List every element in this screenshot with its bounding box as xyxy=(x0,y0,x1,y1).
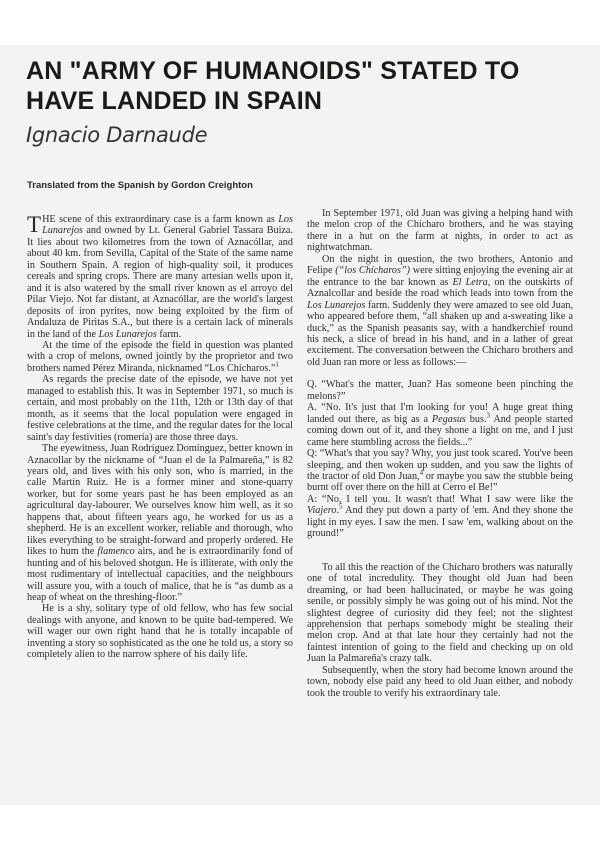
article-title: AN "ARMY OF HUMANOIDS" STATED TO HAVE LANDED IN SPAIN xyxy=(26,57,520,115)
paragraph: On the night in question, the two brothers, Antonio and Felipe (“los Chícharos”) were sitting enjoying the evening air at the entrance to the bar known as El Letra, on the outskirts of Aznalcollar and beside the road which leads into town from the Los Lunarejos farm. Suddenly they were amazed to see old Juan, who appeared before them, “all shaken up and a-sweating like a duck,” as the Spanish peasants say, with a handkerchief round his neck, a slice of bread in his hand, and in a lather of great excitement. The conversation between the Chícharo brothers and old Juan ran more or less as follows:— xyxy=(307,253,574,368)
paragraph: The eyewitness, Juan Rodríguez Domínguez, better known in Aznacollar by the nickname of “Juan el de la Palmareña,” is 82 years old, and lives with his only son, who is married, in the calle Martín Ruiz. He is a former miner and stone-quarry worker, but for some years past he has been employed as an agricultural day-labourer. We ourselves know him well, as it so happens that, about fifteen years ago, he worked for us as a shepherd. He is an excellent worker, reliable and thorough, who likes everything to be straight-forward and properly ordered. He likes to hum the flamenco airs, and he is extraordinarily fond of hunting and of his beloved shotgun. He is illiterate, with only the most rudimentary of intellectual capacities, and the neighbours will assure you, with a touch of malice, that he is “as dumb as a heap of wheat on the threshing-floor.” xyxy=(27,443,293,603)
footnote-ref: 3 xyxy=(486,411,490,420)
footnote-ref: 1 xyxy=(275,360,279,369)
dialogue-answer: A: “No, I tell you. It wasn't that! What I saw were like the Viajero.$^5$ And they put down a party of 'em. And they shone the light in my eyes. I saw the men. I saw 'em, walking about on the ground!” xyxy=(307,493,573,540)
dialogue-answer: A. “No. It's just that I'm looking for you! A huge great thing landed out there, as big as a Pegasus bus.$^3$ And people started coming down out of it, and they shone a light on me, and I just came here stumbling across the fields...” xyxy=(307,402,574,448)
right-column xyxy=(307,208,573,699)
paragraph: At the time of the episode the field in question was planted with a crop of melons, owned jointly by the proprietor and two brothers named Pérez Miranda, nicknamed “Los Chícharos.”$^1$ xyxy=(27,339,293,374)
paragraph: Subsequently, when the story had become known around the town, nobody else paid any heed to old Juan either, and nobody took the trouble to verify his extraordinary tale. xyxy=(307,664,573,699)
drop-cap: T xyxy=(27,212,42,237)
paragraph: To all this the reaction of the Chícharo brothers was naturally one of total incredulity. They thought old Juan had been dreaming, or had been hallucinated, or maybe he was going senile, or possibly simply he was going out of his mind. Not the slightest degree of curiosity did they feel; not the slightest apprehension that perhaps somebody might be stealing their melon crop. And at that late hour they certainly had not the faintest intention of going to the field and checking up on old Juan la Palmareña's crazy talk. xyxy=(307,561,573,665)
translator-credit: Translated from the Spanish by Gordon Creighton xyxy=(27,180,253,191)
dialogue-question: Q: “What's that you say? Why, you just took scared. You've been sleeping, and then woken up sudden, and you saw the lights of the tractor of old Don Juan,$^4$ or maybe you saw the stubble being burnt off over there on the hill at Cerro el Be!” xyxy=(307,448,573,494)
paragraph: In September 1971, old Juan was giving a helping hand with the melon crop of the Chícharo brothers, and he was staying there in a hut on the farm at nights, in order to act as nightwatchman. xyxy=(307,208,573,254)
footnote-ref: 4 xyxy=(419,468,424,477)
paragraph: As regards the precise date of the episode, we have not yet managed to establish this. It was in September 1971, so much is certain, and most probably on the 11th, 12th or 13th day of that month, as it seems that the local population were engaged in festive celebrations at the time, and the regular dates for the local saint's day festivities (romería) are those three days. xyxy=(27,374,293,443)
footnote-ref: 5 xyxy=(338,502,343,511)
article-author: Ignacio Darnaude xyxy=(26,123,208,147)
paragraph: THE scene of this extraordinary case is a farm known as Los Lunarejos and owned by Lt. General Gabriel Tassara Buiza. It lies about two kilometres from the town of Aznacóllar, and about 40 km. from Sevilla, Capital of the State of the same name in Southern Spain. A region of high-quality soil, it produces cereals and spring crops. There are many artesian wells upon it, and it is also watered by the small river known as el arroyo del Pilar Viejo. Not far distant, at Aznacóllar, are the world's largest deposits of iron pyrites, now being exploited by the firm of Andaluza de Piritas S.A., but there is a certain lack of minerals in the land of the Los Lunarejos farm. xyxy=(27,212,293,340)
paragraph: He is a shy, solitary type of old fellow, who has few social dealings with anyone, and known to be quite bad-tempered. We will wager our own right hand that he is totally incapable of inventing a story so sophisticated as the one he told us, a story so completely alien to the narrow sphere of his daily life. xyxy=(27,603,293,661)
dialogue-question: Q. “What's the matter, Juan? Has someone been pinching the melons?” xyxy=(307,379,573,402)
left-column xyxy=(27,214,293,661)
